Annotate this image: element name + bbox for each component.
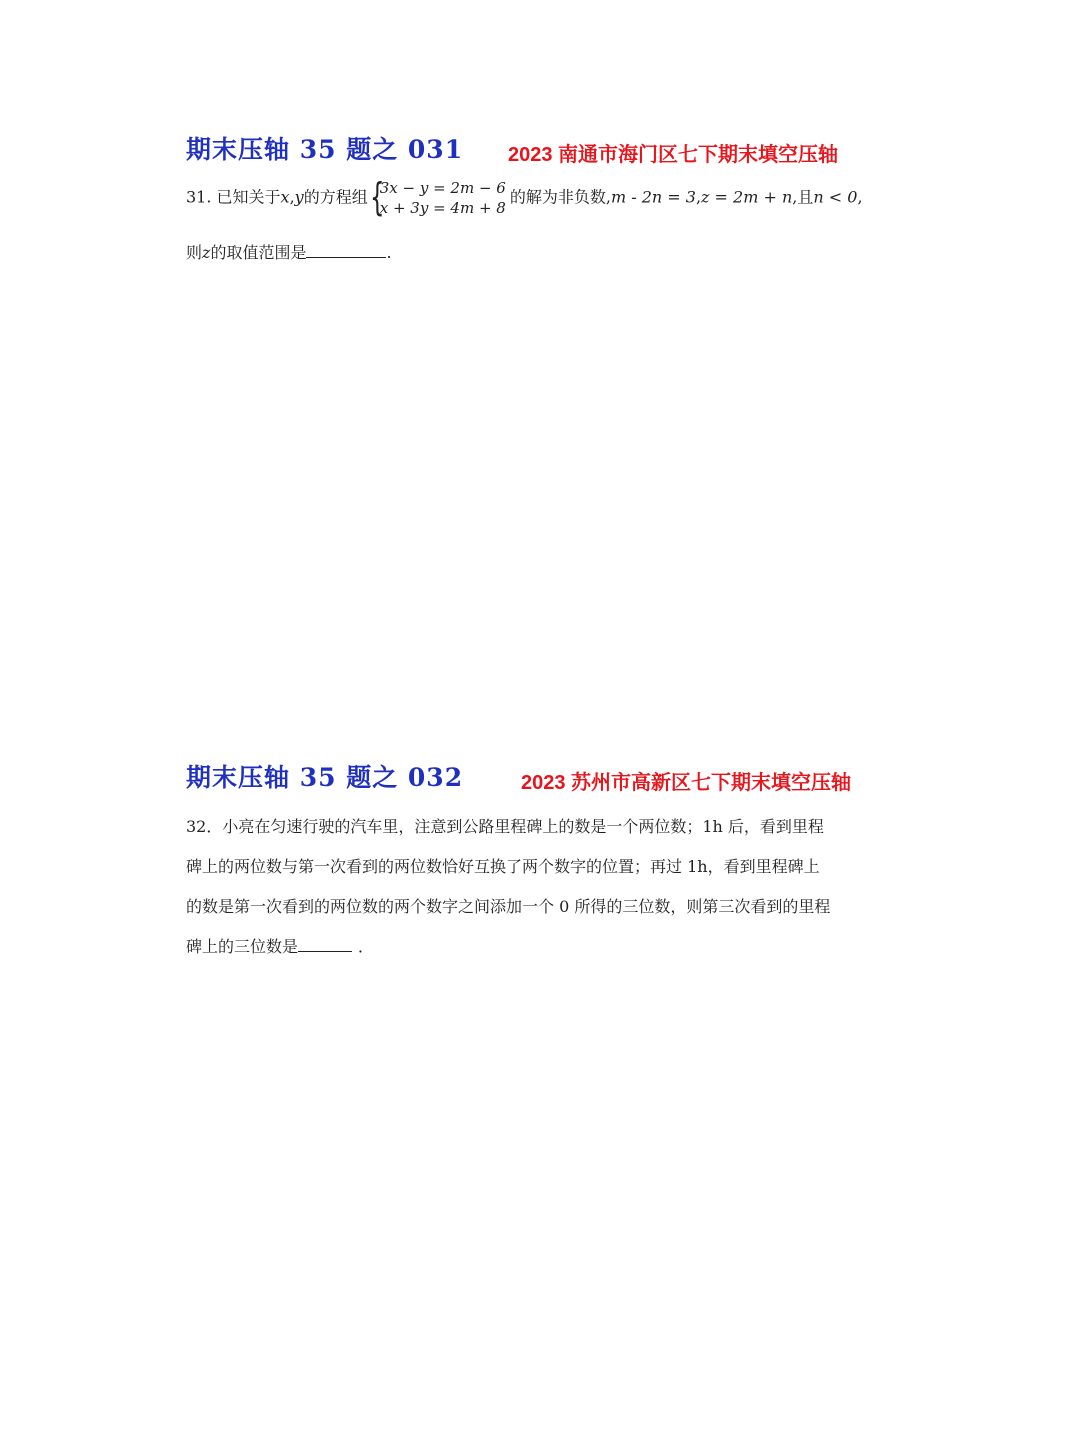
var-z: z [202,243,211,262]
equation-2: x + 3y = 4m + 8 [379,199,506,217]
question-line-4 [186,934,374,957]
comma-2: , [695,187,702,207]
condition-2: z = 2m + n [701,187,793,207]
question-prefix: 31. 已知关于 [186,187,281,207]
problem-32 [0,758,1080,956]
after-system: 的解为非负数, [509,187,611,207]
source-title: 2023 苏州市高新区七下期末填空压轴 [521,772,852,794]
condition-3: n < 0 [813,187,858,207]
last-line-prefix: 碑上的三位数是 [186,937,299,956]
last-line-end: ． [358,937,375,956]
var-y: y [294,187,304,207]
question-line-3: 的数是第一次看到的两位数的两个数字之间添加一个 0 所得的三位数，则第三次看到的里程 [186,897,831,916]
line2-end: . [386,243,392,262]
question-line-2: 碑上的两位数与第一次看到的两位数恰好互换了两个数字的位置；再过 1h，看到里程碑上 [186,857,820,876]
problem-31-header [0,130,1080,170]
problem-32-header [0,758,1080,798]
line2-prefix: 则 [186,243,203,262]
question-line-2 [186,240,392,263]
answer-blank[interactable] [306,243,386,258]
equation-1: 3x − y = 2m − 6 [379,179,506,197]
condition-1: m - 2n = 3 [610,187,696,207]
comma: , [289,187,295,207]
line2-mid: 的取值范围是 [210,243,307,262]
series-title: 期末压轴 35 题之 032 [186,763,464,792]
series-title: 期末压轴 35 题之 031 [186,135,464,164]
equation-system [369,175,506,219]
question-line-1: 32．小亮在匀速行驶的汽车里，注意到公路里程碑上的数是一个两位数；1h 后，看到里程 [186,817,824,836]
var-x: x [280,187,290,207]
line-tail: , [857,187,863,207]
and-text: ,且 [792,187,814,207]
source-title: 2023 南通市海门区七下期末填空压轴 [508,144,839,166]
left-brace-icon: { [369,175,385,219]
question-line-1 [186,175,863,219]
system-intro: 的方程组 [303,187,368,207]
answer-blank[interactable] [298,937,352,952]
problem-31 [0,130,1080,262]
